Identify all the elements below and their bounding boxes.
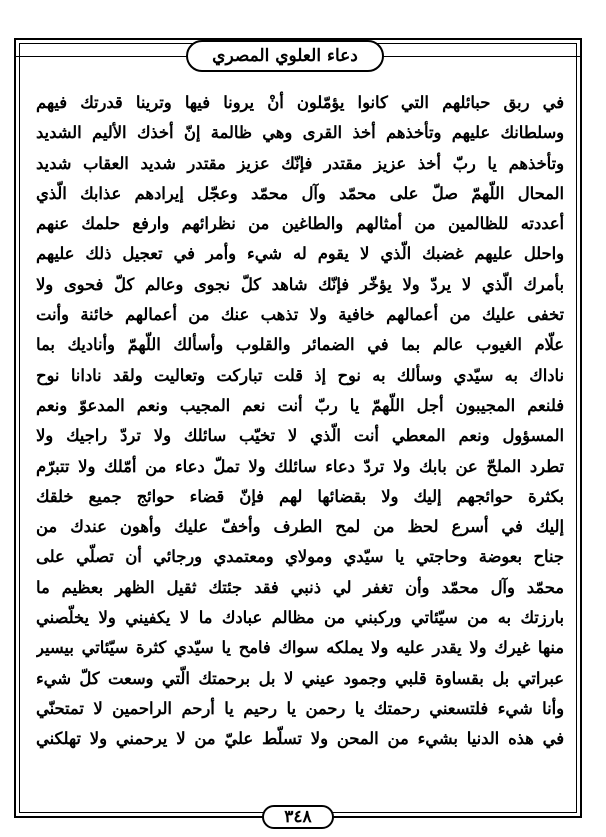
page-number: [262, 805, 334, 829]
text-line: أعددته للظالمين من أمثالهم والطاغين من نظرائهم وارفع حلمك عنهم: [36, 214, 564, 234]
text-line: فلنعم المجيبون أجل اللّهمّ يا ربّ أنت نعم المجيب ونعم المدعوّ ونعم: [36, 395, 564, 415]
text-line: محمّد وآل محمّد وأن تغفر لي ذنبي فقد جئتك ثقيل الظهر بعظيم ما: [36, 577, 564, 597]
text-line: المسؤول ونعم المعطي أنت الّذي لا تخيّب سائلك ولا تردّ راجيك ولا: [36, 426, 564, 446]
text-line: في ربق حبائلهم التي كانوا يؤمّلون أنْ يرونا فيها وترينا قدرتك فيهم: [36, 93, 564, 112]
text-line: ناداك به سيّدي وسألك به نوح إذ قلت تباركت وتعاليت ولقد نادانا نوح: [36, 365, 564, 385]
text-line: جناح بعوضة وحاجتي يا سيّدي ومولاي ومعتمدي ورجائي أن تصلّي على: [36, 547, 564, 567]
text-line: وتأخذهم يا ربّ أخذ عزيز مقتدر فإنّك عزيز مقتدر شديد العقاب شديد: [36, 153, 564, 173]
text-line: بكثرة حوائجهم إليك ولا بقضائها لهم فإنّ قضاء حوائج جميع خلقك: [36, 486, 564, 506]
text-line: في هذه الدنيا بشيء من المحن ولا تسلّط عليّ من لا يرحمني ولا تهلكني: [36, 729, 564, 749]
text-line: وسلطانك عليهم وتأخذهم أخذ القرى وهي ظالمة إنّ أخذك الأليم الشديد: [36, 123, 564, 143]
text-line: تخفى عليك من أعمالهم خافية ولا تذهب عنك من أعمالهم خائنة وأنت: [36, 305, 564, 325]
text-line: عبراتي بل بقساوة قلبي وجمود عيني لا بل برحمتك الّتي وسعت كلّ شيء: [36, 668, 564, 688]
text-line: بارزتك به من سيّئاتي وركبني من مظالم عبادك ما لا يكفيني ولا يخلّصني: [36, 608, 564, 628]
text-line: إليك في أسرع لحظ من لمح الطرف وأخفّ عليك وأهون عندك من: [36, 517, 564, 537]
page-title: [186, 40, 384, 72]
page-number-text: ٣٤٨: [284, 807, 312, 827]
text-line: المحال اللّهمّ صلّ على محمّد وآل محمّد وعجّل إيرادهم عذابك الّذي: [36, 183, 564, 203]
text-line: علّام الغيوب عالم بما في الضمائر والقلوب وأسألك اللّهمّ وأناديك بما: [36, 335, 564, 355]
page-title-text: دعاء العلوي المصري: [212, 46, 358, 66]
prayer-text-body: [36, 88, 564, 774]
text-line: منها غيرك ولا يقدر عليه ولا يملكه سواك فامح يا سيّدي كثرة سيّئاتي بيسير: [36, 638, 564, 658]
text-line: وأنا شيء فلتسعني رحمتك يا رحمن يا رحيم يا أرحم الراحمين لا تمتحنّي: [36, 698, 564, 718]
text-line: واحلل عليهم غضبك الّذي لا يقوم له شيء وأمر في تعجيل ذلك عليهم: [36, 244, 564, 264]
text-line: بأمرك الّذي لا يردّ ولا يؤخّر فإنّك شاهد كلّ نجوى وعالم كلّ فحوى ولا: [36, 274, 564, 294]
text-line: تطرد الملحّ عن بابك ولا تردّ دعاء سائلك ولا تملّ دعاء من أمّلك ولا تتبرّم: [36, 456, 564, 476]
